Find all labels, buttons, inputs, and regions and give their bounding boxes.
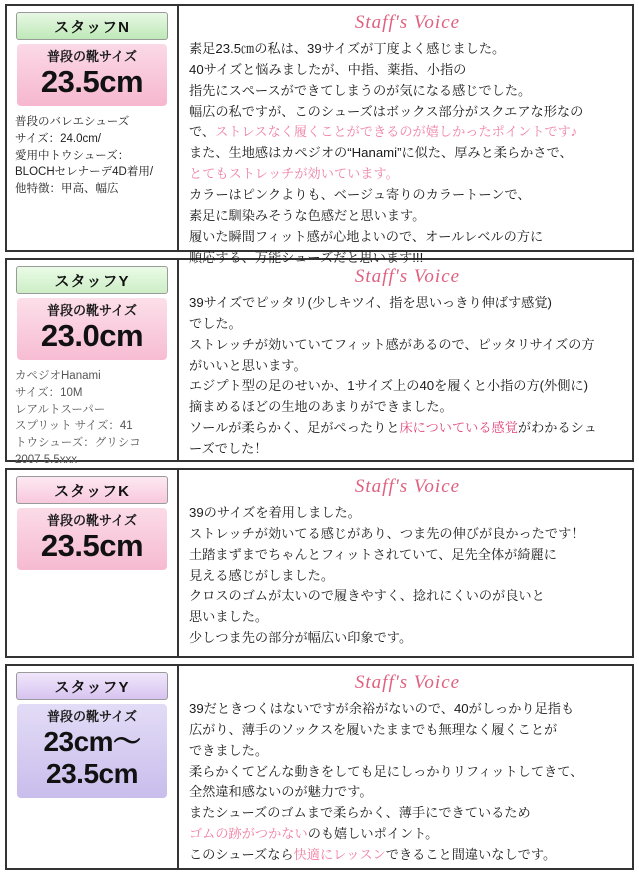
text-run: 少しつま先の部分が幅広い印象です。 — [189, 630, 413, 646]
staff-badge: スタッフY — [16, 266, 168, 294]
text-run: 見える感じがしました。 — [189, 567, 335, 583]
text-line — [189, 586, 626, 607]
text-line — [189, 628, 626, 649]
text-line — [189, 397, 626, 418]
staff-voice-text — [189, 699, 626, 866]
text-run: カラーはピンクよりも、ベージュ寄りのカラートーンで、 — [189, 187, 531, 203]
text-run: 39サイズでピッタリ(少しキツイ、指を思いっきり伸ばす感覚) — [189, 295, 552, 310]
text-run: 広がり、薄手のソックスを履いたままでも無理なく履くことが — [189, 721, 558, 737]
shoe-size-label: 普段の靴サイズ — [47, 513, 137, 528]
text-run: 摘まめるほどの生地のあまりができました。 — [189, 399, 453, 415]
text-run: できること間違いなしです。 — [385, 847, 557, 863]
staff-notes — [15, 114, 171, 197]
text-run: 40サイズと悩みましたが、中指、薬指、小指の — [189, 61, 467, 77]
text-run: 素足23.5㎝の私は、39サイズが丁度よく感じました。 — [189, 41, 506, 56]
staff-info-column — [7, 260, 179, 466]
staff-note-line: サイズ：10M — [15, 387, 83, 400]
text-line — [189, 545, 626, 566]
text-line — [189, 164, 626, 185]
text-run: エジプト型の足のせいか、1サイズ上の40を履くと小指の方(外側に) — [189, 378, 588, 394]
text-run: がいいと思います。 — [189, 357, 307, 373]
text-line — [189, 335, 626, 356]
text-line — [189, 762, 626, 783]
shoe-size-label: 普段の靴サイズ — [47, 49, 137, 64]
staff-note-line: BLOCHセレナーデ4D着用/ — [15, 166, 154, 179]
staff-badge: スタッフK — [16, 476, 168, 504]
text-line — [189, 741, 626, 762]
staff-review-card — [5, 468, 634, 658]
text-run: 39のサイズを着用しました。 — [189, 505, 361, 520]
staff-note-line: 2007 5.5xxx — [15, 453, 78, 466]
text-run: また、生地感はカペジオの“Hanami”に似た、厚みと柔らかさで、 — [189, 145, 573, 161]
text-line — [189, 293, 626, 314]
text-line — [189, 803, 626, 824]
text-run: ゴムの跡がつかない — [189, 826, 308, 842]
staff-notes — [15, 368, 171, 468]
text-run: とてもストレッチが効いています。 — [189, 166, 399, 182]
staff-voice-title: Staff's Voice — [354, 266, 461, 287]
staff-badge: スタッフN — [16, 12, 168, 40]
staff-voice-column — [179, 470, 632, 656]
text-line — [189, 60, 626, 81]
staff-note-line: 他特徴：甲高、幅広 — [15, 183, 119, 196]
shoe-size-value: 23.5cm — [40, 527, 144, 563]
text-line — [189, 143, 626, 164]
text-run: ストレッチが効いてる感じがあり、つま先の伸びが良かったです！ — [189, 525, 585, 541]
text-line — [189, 524, 626, 545]
staff-review-card — [5, 4, 634, 265]
text-line — [189, 824, 626, 845]
text-line — [189, 418, 626, 439]
text-run: で、 — [189, 124, 216, 140]
text-run: 全然違和感ないのが魅力です。 — [189, 784, 373, 800]
staff-voice-title: Staff's Voice — [354, 12, 461, 33]
text-line — [189, 356, 626, 377]
staff-voice-column — [179, 666, 632, 868]
text-run: でした。 — [189, 315, 242, 331]
text-line — [189, 314, 626, 335]
shoe-size-value: 23cm～ 23.5cm — [43, 725, 141, 790]
staff-voice-column — [179, 260, 632, 460]
text-run: 指先にスペースができてしまうのが気になる感じでした。 — [189, 82, 532, 98]
text-line — [189, 185, 626, 206]
text-run: がわかるシュ — [517, 420, 597, 436]
text-run: ストレスなく履くことができるのが嬉しかったポイントです♪ — [215, 124, 578, 140]
text-run: 土踏まずまでちゃんとフィットされていて、足先全体が綺麗に — [189, 546, 557, 562]
staff-review-card — [5, 664, 634, 870]
text-line — [189, 845, 626, 866]
staff-note-line: 愛用中トウシューズ： — [15, 149, 130, 162]
text-run: 39だときつくはないですが余裕がないので、40がしっかり足指も — [189, 701, 575, 716]
text-run: 履いた瞬間フィット感が心地よいので、オールレベルの方に — [189, 228, 544, 244]
text-run: ーズでした！ — [189, 441, 268, 457]
text-run: 順応する、万能シューズだと思います!!! — [189, 249, 424, 265]
shoe-size-value: 23.0cm — [40, 317, 144, 353]
staff-note-line: カペジオHanami — [15, 370, 101, 383]
staff-review-card — [5, 258, 634, 466]
staff-info-column — [7, 666, 179, 868]
text-run: 思いました。 — [189, 609, 269, 625]
text-line — [189, 122, 626, 143]
staff-note-line: スプリット サイズ：41 — [15, 420, 133, 433]
text-line — [189, 206, 626, 227]
text-line — [189, 720, 626, 741]
staff-voice-text — [189, 293, 626, 460]
text-run: ソールが柔らかく、足がぺったりと — [189, 420, 400, 436]
staff-voice-column — [179, 6, 632, 265]
shoe-size-box — [17, 298, 167, 360]
text-line — [189, 439, 626, 460]
staff-note-line: サイズ：24.0cm/ — [15, 133, 101, 146]
staff-note-line: レアルトスーパー — [15, 403, 106, 416]
text-line — [189, 227, 626, 248]
text-run: 幅広の私ですが、このシューズはボックス部分がスクエアな形なの — [189, 103, 584, 119]
shoe-size-label: 普段の靴サイズ — [47, 303, 137, 318]
shoe-size-label: 普段の靴サイズ — [47, 709, 137, 724]
staff-voice-title: Staff's Voice — [354, 672, 461, 693]
text-line — [189, 782, 626, 803]
text-line — [189, 566, 626, 587]
text-run: 快適にレッスン — [293, 847, 386, 863]
staff-info-column — [7, 6, 179, 250]
text-line — [189, 699, 626, 720]
text-line — [189, 607, 626, 628]
text-run: 素足に馴染みそうな色感だと思います。 — [189, 207, 426, 223]
shoe-size-box — [17, 44, 167, 106]
text-run: ストレッチが効いていてフィット感があるので、ピッタリサイズの方 — [189, 336, 595, 352]
text-run: またシューズのゴムまで柔らかく、薄手にできているため — [189, 805, 531, 821]
text-run: のも嬉しいポイント。 — [307, 826, 439, 842]
staff-badge: スタッフY — [16, 672, 168, 700]
shoe-size-box — [17, 508, 167, 570]
text-line — [189, 39, 626, 60]
shoe-size-box — [17, 704, 167, 798]
text-line — [189, 102, 626, 123]
staff-note-line: トウシューズ：グリシコ — [15, 437, 141, 450]
text-run: 床についている感覚 — [399, 420, 518, 436]
staff-note-line: 普段のバレエシューズ — [15, 116, 130, 129]
staff-voice-text — [189, 503, 626, 649]
text-run: 柔らかくてどんな動きをしても足にしっかりリフィットしてきて、 — [189, 763, 584, 779]
shoe-size-value: 23.5cm — [40, 63, 144, 99]
text-line — [189, 503, 626, 524]
staff-info-column — [7, 470, 179, 656]
text-run: できました。 — [189, 742, 269, 758]
staff-voice-title: Staff's Voice — [354, 476, 461, 497]
staff-voice-text — [189, 39, 626, 268]
text-run: クロスのゴムが太いので履きやすく、捻れにくいのが良いと — [189, 588, 545, 604]
text-line — [189, 81, 626, 102]
text-line — [189, 376, 626, 397]
text-run: このシューズなら — [189, 847, 294, 863]
